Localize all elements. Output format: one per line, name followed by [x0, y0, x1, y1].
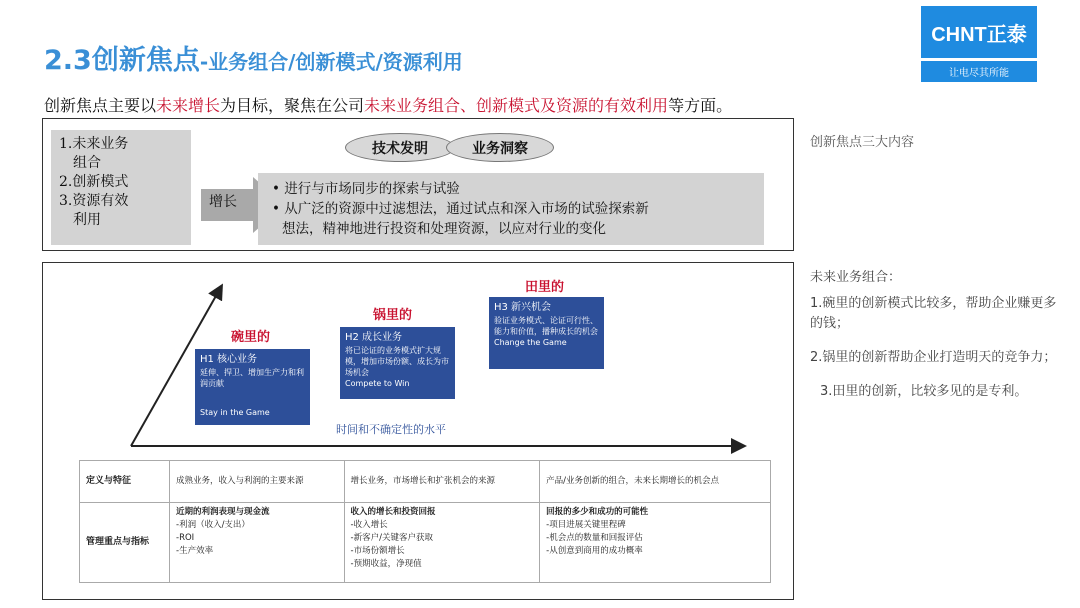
h2-en: Compete to Win — [345, 379, 410, 388]
title-sub: -业务组合/创新模式/资源利用 — [199, 50, 463, 74]
table-cell: 成熟业务，收入与利润的主要来源 — [170, 461, 345, 503]
row-header: 定义与特征 — [80, 461, 170, 503]
cell-item: -预期收益，净现值 — [350, 559, 422, 569]
h2-title: H2 成长业务 — [345, 332, 403, 343]
x-axis-label: 时间和不确定性的水平 — [336, 423, 446, 436]
focus-bullets-panel — [258, 173, 764, 245]
intro-highlight-1: 未来增长 — [156, 96, 221, 115]
table-row — [80, 503, 771, 583]
table-row — [80, 461, 771, 503]
focus-line: 3.资源有效 — [59, 193, 129, 209]
focus-line: 1.未来业务 — [59, 136, 129, 152]
growth-label: 增长 — [209, 194, 237, 210]
note-item: 1.碗里的创新模式比较多，帮助企业赚更多的钱； — [810, 296, 1057, 331]
bullet-line: • 从广泛的资源中过滤想法，通过试点和深入市场的试验探索新 — [272, 201, 649, 217]
title-main: 2.3创新焦点 — [44, 45, 200, 76]
label-field: 田里的 — [525, 280, 565, 295]
cell-item: -新客户/关键客户获取 — [350, 533, 433, 543]
focus-line: 2.创新模式 — [59, 174, 129, 190]
cell-title: 回报的多少和成功的可能性 — [546, 507, 649, 517]
focus-line: 组合 — [73, 155, 101, 171]
cell-item: -ROI — [176, 533, 195, 543]
intro-part1: 创新焦点主要以 — [44, 96, 157, 115]
horizon-h3-box — [489, 297, 604, 369]
cell-item: -项目进展关键里程碑 — [546, 520, 626, 530]
h3-en: Change the Game — [494, 338, 567, 347]
intro-part2: 为目标，聚焦在公司 — [220, 96, 365, 115]
table-cell — [344, 503, 540, 583]
horizons-diagram — [42, 262, 794, 600]
table-cell — [170, 503, 345, 583]
intro-part3: 等方面。 — [668, 96, 733, 115]
h3-desc: 验证业务模式、论证可行性、能力和价值，播种成长的机会 — [494, 316, 598, 336]
horizons-table — [79, 460, 771, 583]
bullet-line: • 进行与市场同步的探索与试验 — [272, 181, 460, 197]
cell-item: -机会点的数量和回报评估 — [546, 533, 643, 543]
horizon-h2-box — [340, 327, 455, 399]
table-cell — [540, 503, 771, 583]
focus-line: 利用 — [73, 212, 101, 228]
side-note-1: 创新焦点三大内容 — [810, 135, 915, 150]
row-header: 管理重点与指标 — [80, 503, 170, 583]
logo-brand: CHNT正泰 — [921, 6, 1037, 58]
note-item: 2.锅里的创新帮助企业打造明天的竞争力； — [810, 350, 1057, 365]
note-item: 3.田里的创新，比较多见的是专利。 — [820, 384, 1028, 399]
logo-slogan: 让电尽其所能 — [921, 61, 1037, 82]
chint-logo — [921, 6, 1037, 84]
cell-title: 近期的利润表现与现金流 — [176, 507, 270, 517]
label-pot: 锅里的 — [373, 308, 413, 323]
intro-text — [44, 93, 732, 116]
label-bowl: 碗里的 — [231, 330, 271, 345]
notes-heading: 未来业务组合： — [810, 270, 902, 285]
cell-item: -从创意到商用的成功概率 — [546, 546, 643, 556]
h1-desc: 延伸、捍卫、增加生产力和利润贡献 — [200, 368, 304, 388]
cell-title: 收入的增长和投资回报 — [350, 507, 436, 517]
pill-business-insight: 业务洞察 — [446, 133, 554, 162]
h1-title: H1 核心业务 — [200, 354, 258, 365]
cell-item: -收入增长 — [350, 520, 388, 530]
h1-en: Stay in the Game — [200, 408, 270, 417]
page-title — [44, 38, 463, 77]
focus-list-panel — [51, 130, 191, 245]
horizon-h1-box — [195, 349, 310, 425]
pill-tech-invention: 技术发明 — [345, 133, 455, 162]
cell-item: -生产效率 — [176, 546, 214, 556]
h3-title: H3 新兴机会 — [494, 302, 552, 313]
intro-highlight-2: 未来业务组合、创新模式及资源的有效利用 — [364, 96, 669, 115]
focus-diagram — [42, 118, 794, 251]
table-cell: 增长业务，市场增长和扩张机会的来源 — [344, 461, 540, 503]
cell-item: -市场份额增长 — [350, 546, 405, 556]
cell-item: -利润（收入/支出） — [176, 520, 250, 530]
side-notes-2 — [810, 268, 1060, 416]
table-cell: 产品/业务创新的组合，未来长期增长的机会点 — [540, 461, 771, 503]
h2-desc: 将已论证的业务模式扩大规模，增加市场份额、成长为市场机会 — [345, 346, 449, 377]
bullet-line: 想法，精神地进行投资和处理资源，以应对行业的变化 — [282, 221, 606, 237]
